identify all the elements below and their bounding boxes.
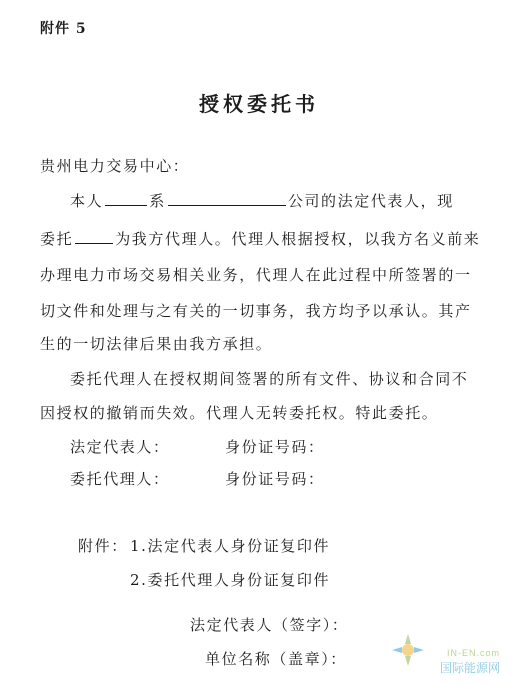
agent-label: 委托代理人： bbox=[70, 470, 170, 488]
legal-rep-signature: 法定代表人（签字）： bbox=[190, 616, 349, 634]
unit-seal: 单位名称（盖章）： bbox=[205, 650, 347, 668]
attachments-label: 附件： bbox=[78, 537, 128, 555]
text-segment: 公司的法定代表人，现 bbox=[287, 192, 454, 210]
attachment-number: 附件 5 bbox=[40, 21, 87, 37]
recipient-line: 贵州电力交易中心： bbox=[40, 157, 190, 175]
text-segment: 为我方代理人。代理人根据授权，以我方名义前来 bbox=[115, 230, 481, 248]
agent-blank bbox=[75, 229, 113, 244]
watermark-domain: IN-EN.com bbox=[446, 648, 500, 658]
para1-line1 bbox=[70, 190, 454, 211]
energy-logo-icon bbox=[390, 632, 426, 668]
para1-line2 bbox=[40, 228, 480, 249]
text-segment: 系 bbox=[149, 192, 166, 210]
para2-line2: 因授权的撤销而失效。代理人无转委托权。特此委托。 bbox=[40, 404, 439, 422]
agent-id-label: 身份证号码： bbox=[225, 470, 325, 488]
legal-rep-label: 法定代表人： bbox=[70, 438, 170, 456]
attachment-item-1: 1.法定代表人身份证复印件 bbox=[130, 537, 331, 555]
legal-rep-id-label: 身份证号码： bbox=[225, 438, 325, 456]
watermark bbox=[390, 628, 500, 680]
attachment-item-2: 2.委托代理人身份证复印件 bbox=[130, 571, 331, 589]
para1-line4: 切文件和处理与之有关的一切事务，我方均予以承认。其产 bbox=[40, 302, 472, 320]
company-blank bbox=[168, 191, 286, 206]
text-segment: 本人 bbox=[70, 192, 104, 210]
name-blank bbox=[105, 191, 147, 206]
text-segment: 委托 bbox=[40, 230, 74, 248]
para1-line5: 生的一切法律后果由我方承担。 bbox=[40, 335, 273, 353]
para1-line3: 办理电力市场交易相关业务，代理人在此过程中所签署的一 bbox=[40, 266, 472, 284]
document-title: 授权委托书 bbox=[199, 92, 319, 116]
para2-line1: 委托代理人在授权期间签署的所有文件、协议和合同不 bbox=[70, 370, 469, 388]
watermark-name: 国际能源网 bbox=[439, 661, 500, 675]
